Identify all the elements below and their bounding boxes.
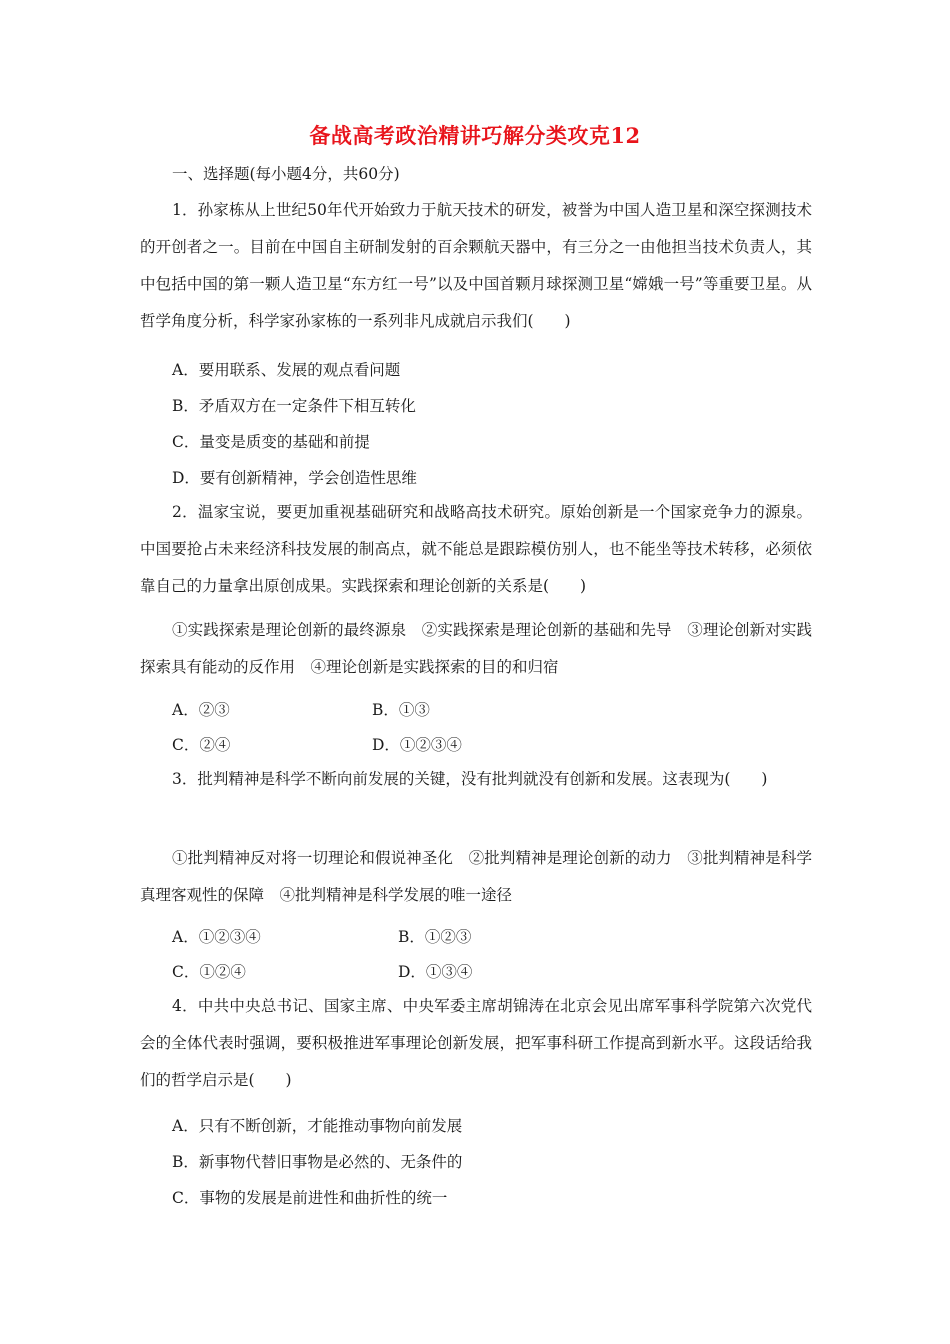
section-heading: 一、选择题(每小题4分，共60分): [172, 165, 400, 183]
question-3-option-a: A．①②③④: [172, 928, 261, 946]
question-3-option-c: C．①②④: [172, 963, 246, 981]
question-2-option-d: D．①②③④: [372, 736, 462, 754]
question-3-stem: 3．批判精神是科学不断向前发展的关键，没有批判就没有创新和发展。这表现为( ): [172, 770, 768, 788]
question-2-option-b: B．①③: [372, 701, 430, 719]
question-2-stem: 2．温家宝说，要更加重视基础研究和战略高技术研究。原始创新是一个国家竞争力的源泉。中国要抢占未来经济科技发展的制高点，就不能总是跟踪模仿别人，也不能坐等技术转移，必须依靠自己的力量拿出原创成果。实践探索和理论创新的关系是( ): [140, 503, 812, 595]
question-3-option-b: B．①②③: [398, 928, 472, 946]
question-3-option-d: D．①③④: [398, 963, 473, 981]
question-3-statements: ①批判精神反对将一切理论和假说神圣化 ②批判精神是理论创新的动力 ③批判精神是科学真理客观性的保障 ④批判精神是科学发展的唯一途径: [140, 849, 812, 904]
question-2-option-c: C．②④: [172, 736, 231, 754]
question-1-option-b: B．矛盾双方在一定条件下相互转化: [172, 397, 416, 415]
question-4-option-c: C．事物的发展是前进性和曲折性的统一: [172, 1189, 448, 1207]
question-1-option-a: A．要用联系、发展的观点看问题: [172, 361, 401, 379]
question-4-stem: 4．中共中央总书记、国家主席、中央军委主席胡锦涛在北京会见出席军事科学院第六次党代会的全体代表时强调，要积极推进军事理论创新发展，把军事科研工作提高到新水平。这段话给我们的哲学启示是( ): [140, 997, 812, 1089]
question-2-option-a: A．②③: [172, 701, 230, 719]
question-4-option-b: B．新事物代替旧事物是必然的、无条件的: [172, 1153, 463, 1171]
question-1-option-d: D．要有创新精神，学会创造性思维: [172, 469, 417, 487]
question-2-statements: ①实践探索是理论创新的最终源泉 ②实践探索是理论创新的基础和先导 ③理论创新对实践探索具有能动的反作用 ④理论创新是实践探索的目的和归宿: [140, 621, 812, 676]
document-title: 备战高考政治精讲巧解分类攻克12: [309, 123, 641, 148]
question-4-option-a: A．只有不断创新，才能推动事物向前发展: [172, 1117, 463, 1135]
question-1-option-c: C．量变是质变的基础和前提: [172, 433, 370, 451]
question-1-stem: 1．孙家栋从上世纪50年代开始致力于航天技术的研发，被誉为中国人造卫星和深空探测技术的开创者之一。目前在中国自主研制发射的百余颗航天器中，有三分之一由他担当技术负责人，其中包括中国的第一颗人造卫星“东方红一号”以及中国首颗月球探测卫星“嫦娥一号”等重要卫星。从哲学角度分析，科学家孙家栋的一系列非凡成就启示我们( ): [140, 201, 812, 330]
